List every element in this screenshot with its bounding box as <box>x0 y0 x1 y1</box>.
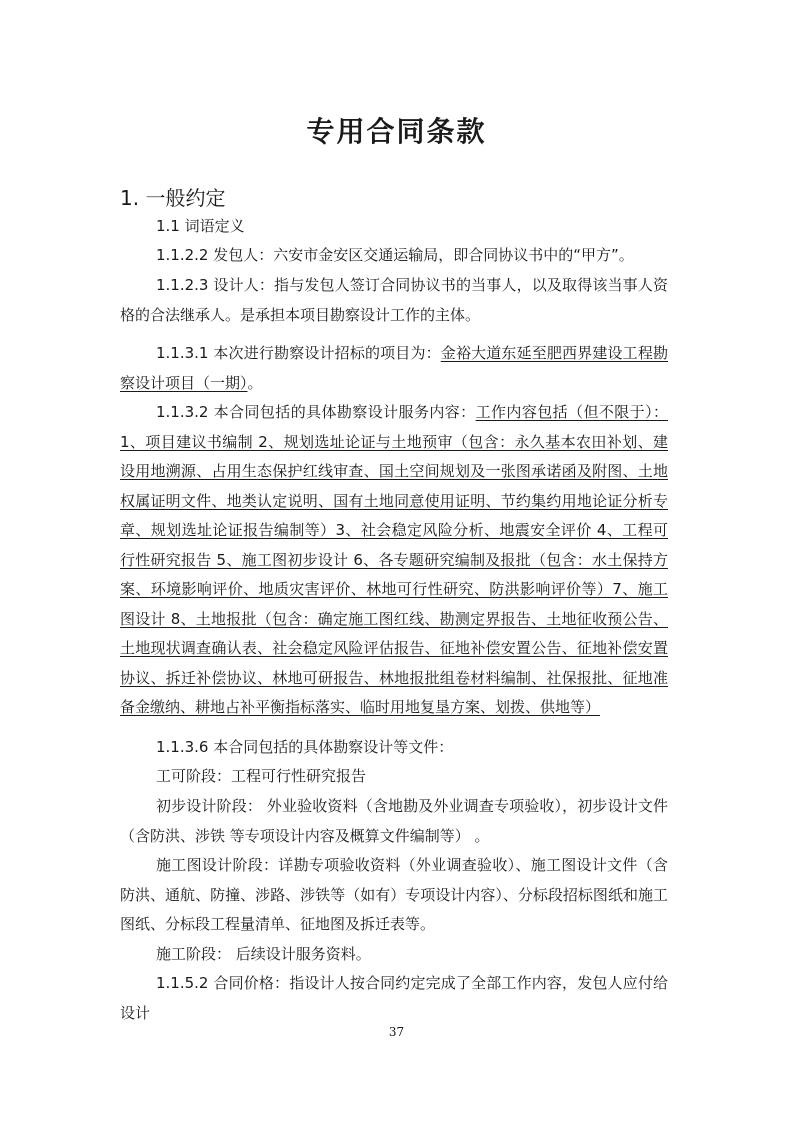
clause-1-1: 1.1 词语定义 <box>156 217 245 235</box>
clause-1-1-3-2 <box>120 398 668 723</box>
clause-1-1-3-1-prefix: 1.1.3.1 本次进行勘察设计招标的项目为： <box>156 344 441 362</box>
stage-preliminary-design: 初步设计阶段： 外业验收资料（含地勘及外业调查专项验收），初步设计文件（含防洪、涉铁 等专项设计内容及概算文件编制等） 。 <box>120 797 668 845</box>
page-number: 37 <box>388 1025 405 1039</box>
page-title: 专用合同条款 <box>306 115 487 148</box>
section-heading: 1. 一般约定 <box>120 186 226 210</box>
stage-construction: 施工阶段： 后续设计服务资料。 <box>156 945 371 963</box>
stage-construction-drawing: 施工图设计阶段：详勘专项验收资料（外业调查验收）、施工图设计文件（含防洪、通航、防撞、涉路、涉铁等（如有）专项设计内容）、分标段招标图纸和施工图纸、分标段工程量清单、征地图及拆迁表等。 <box>120 856 668 933</box>
clause-1-1-5-2: 1.1.5.2 合同价格：指设计人按合同约定完成了全部工作内容，发包人应付给设计 <box>120 974 668 1022</box>
clause-1-1-3-2-prefix: 1.1.3.2 本合同包括的具体勘察设计服务内容： <box>156 403 476 421</box>
clause-1-1-2-3: 1.1.2.3 设计人：指与发包人签订合同协议书的当事人，以及取得该当事人资格的合法继承人。是承担本项目勘察设计工作的主体。 <box>120 276 668 324</box>
clause-1-1-3-1-suffix: 。 <box>247 373 263 392</box>
clause-1-1-3-6: 1.1.3.6 本合同包括的具体勘察设计等文件： <box>156 738 454 756</box>
project-name: 金裕大道东延至肥西界建设工程勘察设计项目（一期） <box>120 344 668 392</box>
clause-1-1-2-2: 1.1.2.2 发包人：六安市金安区交通运输局，即合同协议书中的“甲方”。 <box>156 246 634 264</box>
stage-feasibility: 工可阶段：工程可行性研究报告 <box>156 767 367 785</box>
clause-1-1-3-1 <box>120 339 668 398</box>
service-scope: 工作内容包括（但不限于）：1、项目建议书编制 2、规划选址论证与土地预审（包含：永久基本农田补划、建设用地溯源、占用生态保护红线审查、国土空间规划及一张图承诺函及附图、土地权属证明文件、地类认定说明、国有土地同意使用证明、节约集约用地论证分析专章、规划选址论证报告编制等）3、社会稳定风险分析、地震安全评价 4、工程可行性研究报告 5、施工图初步设计 6、各专题研究编制及报批（包含：水土保持方案、环境影响评价、地质灾害评价、林地可行性研究、防洪影响评价等）7、施工图设计 8、土地报批（包含：确定施工图红线、勘测定界报告、土地征收预公告、土地现状调查确认表、社会稳定风险评估报告、征地补偿安置公告、征地补偿安置协议、拆迁补偿协议、林地可研报告、林地报批组卷材料编制、社保报批、征地准备金缴纳、耕地占补平衡指标落实、临时用地复垦方案、划拨、供地等） <box>120 403 668 716</box>
